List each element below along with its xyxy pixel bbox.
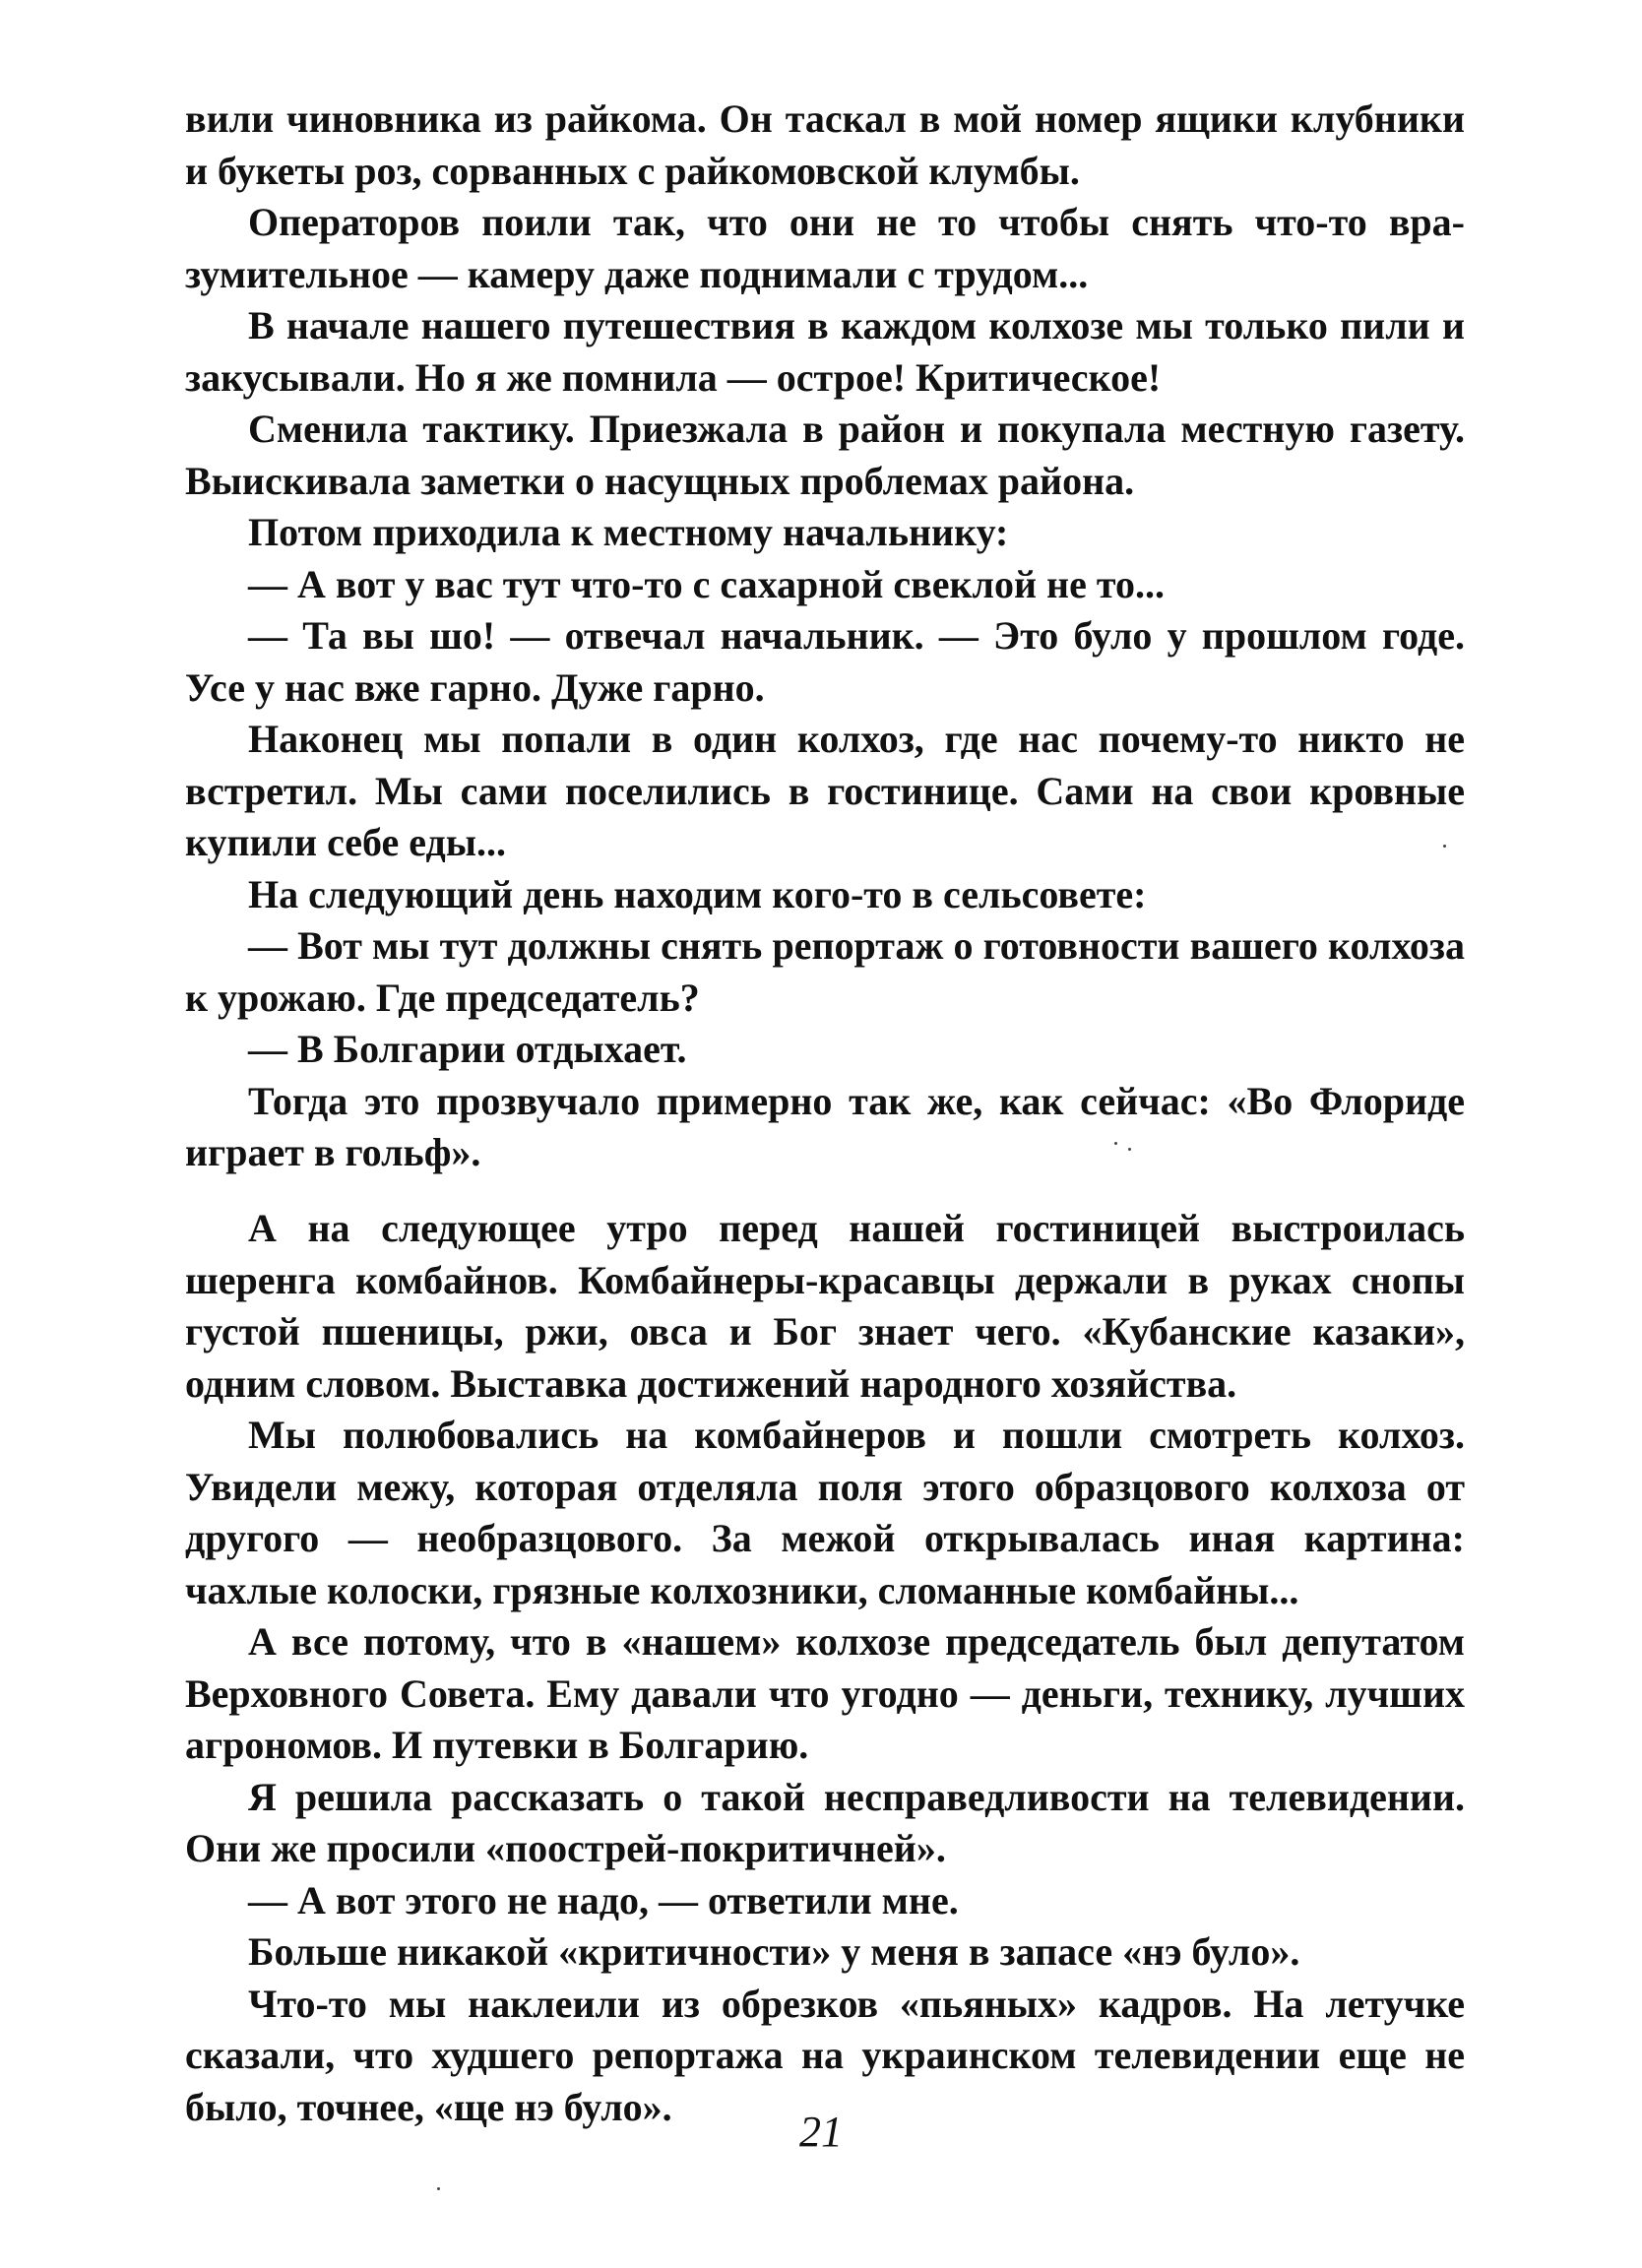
scan-speck bbox=[1128, 1148, 1131, 1151]
paragraph: Наконец мы попали в один колхоз, где нас почему-то никто не встретил. Мы сами поселились в гостинице. Сами на свои кровные купили себе еды... bbox=[185, 717, 1465, 864]
paragraph: Больше никакой «критичности» у меня в запасе «нэ було». bbox=[248, 1929, 1300, 1974]
text-section-2 bbox=[185, 1203, 1465, 2133]
paragraph: Потом приходила к местному начальнику: bbox=[248, 510, 1009, 554]
paragraph: Я решила рассказать о такой несправедливости на телевидении. Они же просили «поострей-покритичней». bbox=[185, 1774, 1465, 1870]
paragraph: Операторов поили так, что они не то чтобы снять что-то вразумительное — камеру даже поднимали с трудом... bbox=[185, 200, 1465, 296]
dialogue-line: — А вот этого не надо, — ответили мне. bbox=[248, 1877, 959, 1922]
dialogue-line: — Вот мы тут должны снять репортаж о готовности вашего колхоза к урожаю. Где председатель? bbox=[185, 923, 1465, 1020]
paragraph: Тогда это прозвучало примерно так же, как сейчас: «Во Флориде играет в гольф». bbox=[185, 1078, 1465, 1174]
paragraph: А на следующее утро перед нашей гостиницей выстроилась шеренга комбайнов. Комбайнеры-красавцы держали в руках снопы густой пшеницы, ржи, овса и Бог знает чего. «Кубанские казаки», одним словом. Выставка достижений народного хозяйства. bbox=[185, 1206, 1465, 1406]
paragraph: В начале нашего путешествия в каждом колхозе мы только пили и закусывали. Но я же помнила — острое! Критическое! bbox=[185, 303, 1465, 400]
scan-speck bbox=[437, 2187, 440, 2190]
dialogue-line: — Та вы шо! — отвечал начальник. — Это було у прошлом годе. Усе у нас вже гарно. Дуже гарно. bbox=[185, 613, 1465, 710]
paragraph: На следующий день находим кого-то в сельсовете: bbox=[248, 871, 1147, 916]
scan-speck bbox=[1114, 1142, 1117, 1145]
paragraph: Сменила тактику. Приезжала в район и покупала местную газету. Выискивала заметки о насущных проблемах района. bbox=[185, 407, 1465, 503]
text-section-1 bbox=[185, 94, 1465, 1179]
paragraph: А все потому, что в «нашем» колхозе председатель был депутатом Верховного Совета. Ему давали что угодно — деньги, технику, лучших агрономов. И путевки в Болгарию. bbox=[185, 1619, 1465, 1767]
paragraph: вили чиновника из райкома. Он таскал в мой номер ящики клубники и букеты роз, сорванных с райкомовской клумбы. bbox=[185, 96, 1465, 193]
scan-speck bbox=[1443, 845, 1446, 848]
paragraph: Что-то мы наклеили из обрезков «пьяных» кадров. На летучке сказали, что худшего репортажа на украинском телевидении еще не было, точнее, «ще нэ було». bbox=[185, 1981, 1465, 2129]
dialogue-line: — В Болгарии отдыхает. bbox=[248, 1027, 687, 1071]
dialogue-line: — А вот у вас тут что-то с сахарной свеклой не то... bbox=[248, 561, 1165, 606]
paragraph: Мы полюбовались на комбайнеров и пошли смотреть колхоз. Увидели межу, которая отделяла поля этого образцового колхоза от другого — необразцового. За межой открывалась иная картина: чахлые колоски, грязные колхозники, сломанные комбайны... bbox=[185, 1413, 1465, 1612]
page-number: 21 bbox=[799, 2108, 843, 2156]
